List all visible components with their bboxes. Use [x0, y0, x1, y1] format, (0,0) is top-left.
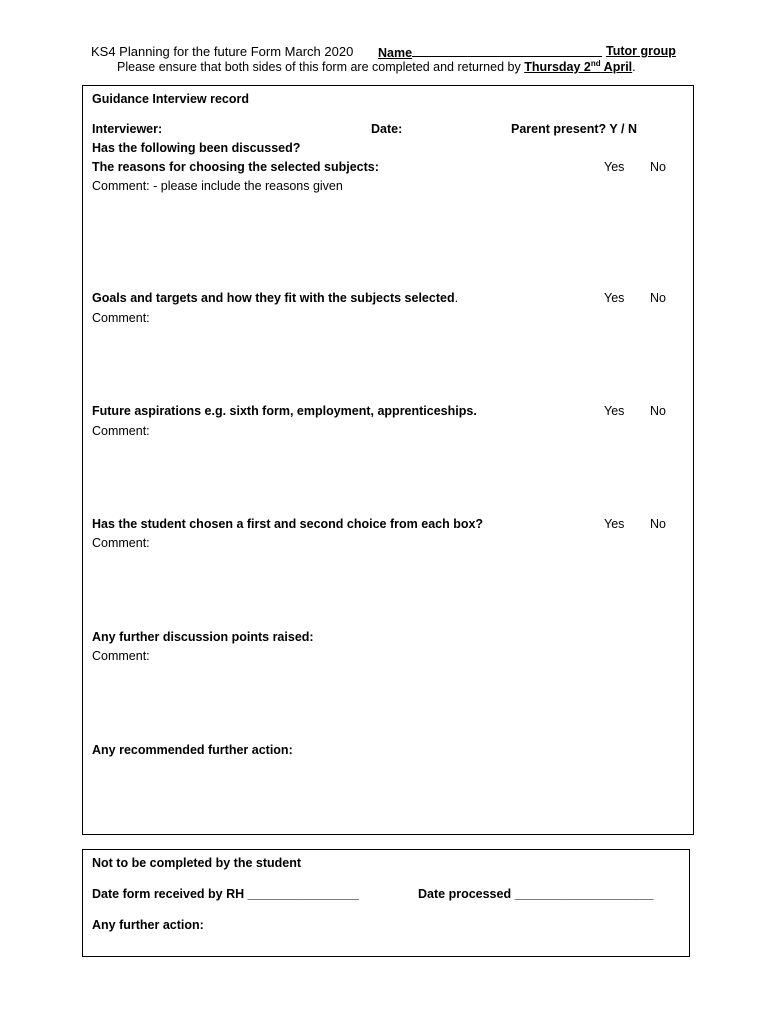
parent-present-label: Parent present? Y / N — [511, 122, 637, 136]
form-title-text: KS4 Planning for the future Form March 2020 — [91, 44, 354, 59]
yes-option[interactable]: Yes — [604, 404, 625, 418]
office-heading: Not to be completed by the student — [92, 856, 302, 870]
comment-aspirations[interactable]: Comment: — [92, 424, 150, 438]
instruction-text: Please ensure that both sides of this form are completed and returned by — [117, 60, 525, 74]
question-aspirations: Future aspirations e.g. sixth form, employment, apprenticeships. — [92, 404, 477, 418]
no-option[interactable]: No — [650, 404, 666, 418]
question-goals-text: Goals and targets and how they fit with the subjects selected — [92, 291, 455, 305]
instruction-period: . — [632, 60, 636, 74]
question-discussion: Any further discussion points raised: — [92, 630, 314, 644]
no-option[interactable]: No — [650, 291, 666, 305]
deadline-suffix: nd — [590, 58, 601, 68]
interviewer-label: Interviewer: — [92, 122, 163, 136]
deadline-day: Thursday 2 — [524, 60, 591, 74]
no-option[interactable]: No — [650, 160, 666, 174]
name-field-label — [378, 44, 602, 60]
yes-option[interactable]: Yes — [604, 291, 625, 305]
question-reasons: The reasons for choosing the selected subjects: — [92, 160, 379, 174]
instruction-line — [117, 60, 636, 74]
comment-reasons[interactable]: Comment: - please include the reasons given — [92, 179, 343, 193]
date-received-field[interactable]: Date form received by RH ________________ — [92, 887, 359, 901]
question-goals — [92, 291, 458, 305]
question-choices: Has the student chosen a first and second choice from each box? — [92, 517, 484, 531]
date-label: Date: — [371, 122, 403, 136]
record-heading: Guidance Interview record — [92, 92, 249, 106]
date-processed-field[interactable]: Date processed ____________________ — [418, 887, 654, 901]
name-input-line[interactable] — [412, 44, 602, 57]
comment-choices[interactable]: Comment: — [92, 536, 150, 550]
guidance-record-box — [82, 85, 694, 835]
deadline — [524, 60, 632, 74]
yes-option[interactable]: Yes — [604, 160, 625, 174]
comment-discussion[interactable]: Comment: — [92, 649, 150, 663]
yes-option[interactable]: Yes — [604, 517, 625, 531]
no-option[interactable]: No — [650, 517, 666, 531]
question-goals-period: . — [454, 291, 459, 305]
form-title — [91, 44, 353, 59]
discussed-label: Has the following been discussed? — [92, 141, 301, 155]
comment-goals[interactable]: Comment: — [92, 311, 150, 325]
deadline-month: April — [600, 60, 633, 74]
tutor-group-label: Tutor group — [606, 44, 676, 58]
name-label: Name — [378, 46, 413, 60]
further-action-field[interactable]: Any further action: — [92, 918, 204, 932]
question-further-action: Any recommended further action: — [92, 743, 293, 757]
